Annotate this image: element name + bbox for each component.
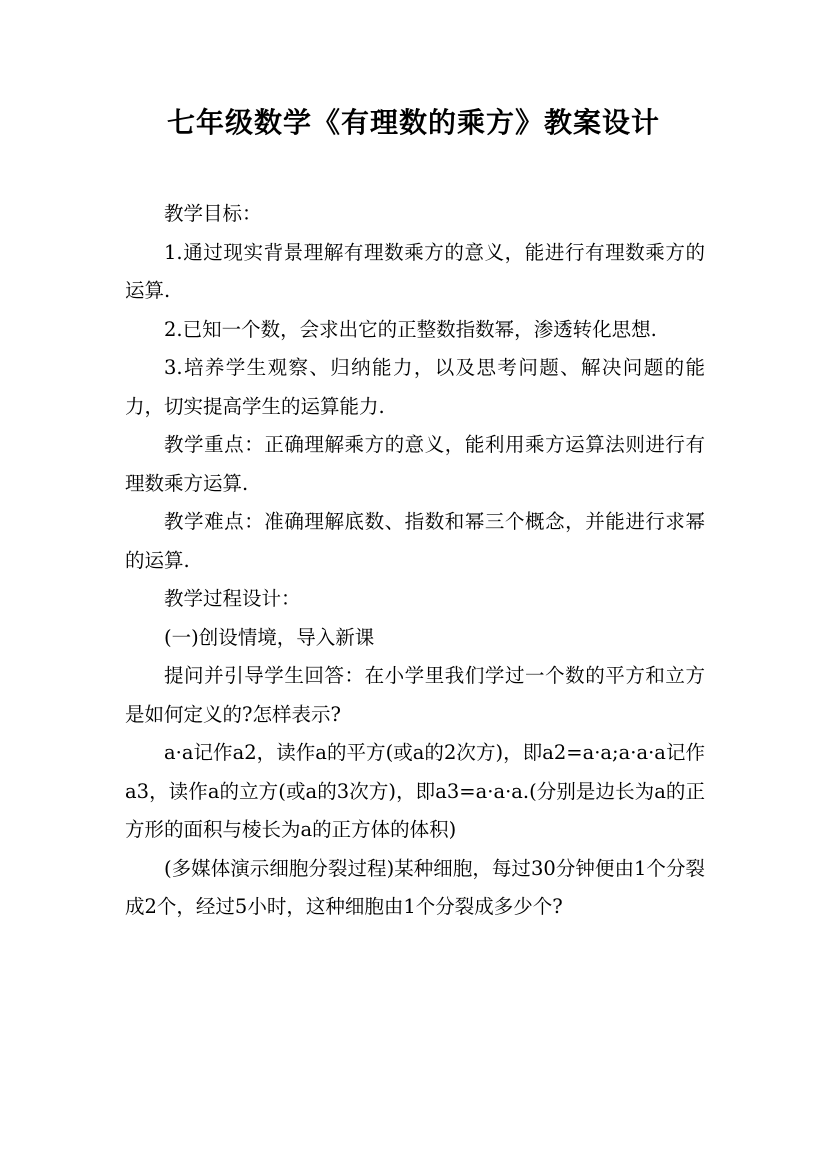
paragraph-difficulties: 教学难点：准确理解底数、指数和幂三个概念，并能进行求幂的运算.	[125, 510, 705, 572]
paragraph-objective-2: 2.已知一个数，会求出它的正整数指数幂，渗透转化思想.	[164, 317, 657, 341]
paragraph-cell-division: (多媒体演示细胞分裂过程)某种细胞，每过30分钟便由1个分裂成2个，经过5小时，这种细胞由1个分裂成多少个?	[125, 856, 705, 918]
document-title: 七年级数学《有理数的乘方》教案设计	[166, 106, 660, 139]
paragraph-section-1-heading: (一)创设情境，导入新课	[164, 625, 375, 649]
paragraph-objective-1: 1.通过现实背景理解有理数乘方的意义，能进行有理数乘方的运算.	[125, 240, 705, 302]
paragraph-key-points: 教学重点：正确理解乘方的意义，能利用乘方运算法则进行有理数乘方运算.	[125, 433, 705, 495]
paragraph-process-heading: 教学过程设计：	[164, 587, 301, 610]
paragraph-question: 提问并引导学生回答：在小学里我们学过一个数的平方和立方是如何定义的?怎样表示?	[125, 664, 705, 726]
paragraph-objective-3: 3.培养学生观察、归纳能力，以及思考问题、解决问题的能力，切实提高学生的运算能力.	[125, 356, 705, 418]
paragraph-definitions: a·a记作a2，读作a的平方(或a的2次方)，即a2=a·a;a·a·a记作a3，读作a的立方(或a的3次方)，即a3=a·a·a.(分别是边长为a的正方形的面积与棱长为a的正方体的体积)	[125, 741, 705, 841]
document-body	[125, 195, 705, 927]
paragraph-objectives-heading: 教学目标：	[164, 202, 262, 225]
